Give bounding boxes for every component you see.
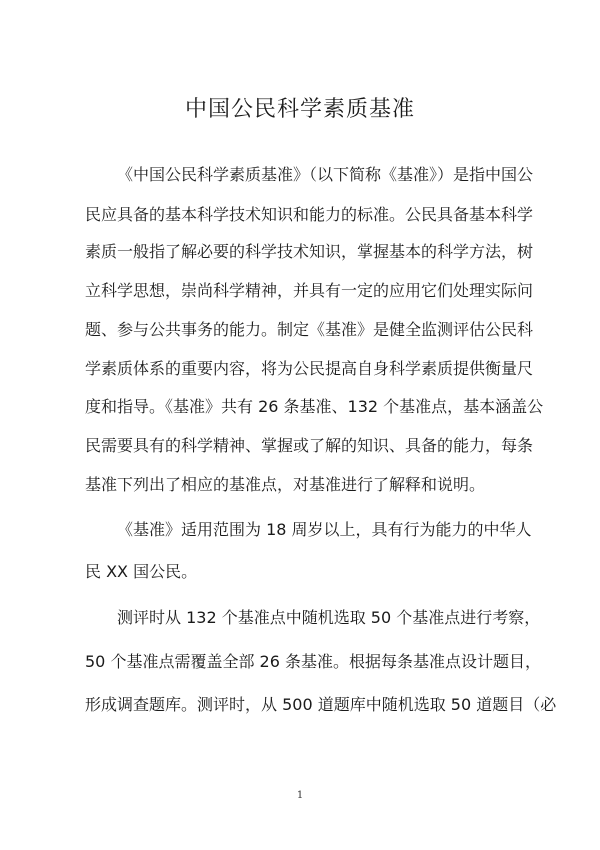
paragraph-2-line-2: 民 XX 国公民。 [85,562,198,581]
paragraph-1-line-1: 《中国公民科学素质基准》（以下简称《基准》）是指中国公 [117,165,534,184]
paragraph-1-line-2: 民应具备的基本科学技术知识和能力的标准。公民具备基本科学 [85,205,534,224]
paragraph-1-line-4: 立科学思想，崇尚科学精神，并具有一定的应用它们处理实际问 [85,281,534,300]
paragraph-1-line-6: 学素质体系的重要内容，将为公民提高自身科学素质提供衡量尺 [85,359,534,378]
paragraph-1-line-3: 素质一般指了解必要的科学技术知识，掌握基本的科学方法，树 [85,242,534,261]
paragraph-1-line-8: 民需要具有的科学精神、掌握或了解的知识、具备的能力，每条 [85,436,534,455]
paragraph-1-line-5: 题、参与公共事务的能力。制定《基准》是健全监测评估公民科 [85,320,534,339]
paragraph-3-line-2: 50 个基准点需覆盖全部 26 条基准。根据每条基准点设计题目， [85,652,541,671]
page-title: 中国公民科学素质基准 [184,97,415,122]
paragraph-2-line-1: 《基准》适用范围为 18 周岁以上，具有行为能力的中华人 [117,520,532,539]
page-number: 1 [296,790,304,801]
paragraph-3-line-3: 形成调查题库。测评时，从 500 道题库中随机选取 50 道题目（必 [85,695,557,714]
paragraph-1-line-7: 度和指导。《基准》共有 26 条基准、132 个基准点，基本涵盖公 [85,397,544,416]
paragraph-1-line-9: 基准下列出了相应的基准点，对基准进行了解释和说明。 [85,475,486,494]
paragraph-3-line-1: 测评时从 132 个基准点中随机选取 50 个基准点进行考察， [117,608,541,627]
